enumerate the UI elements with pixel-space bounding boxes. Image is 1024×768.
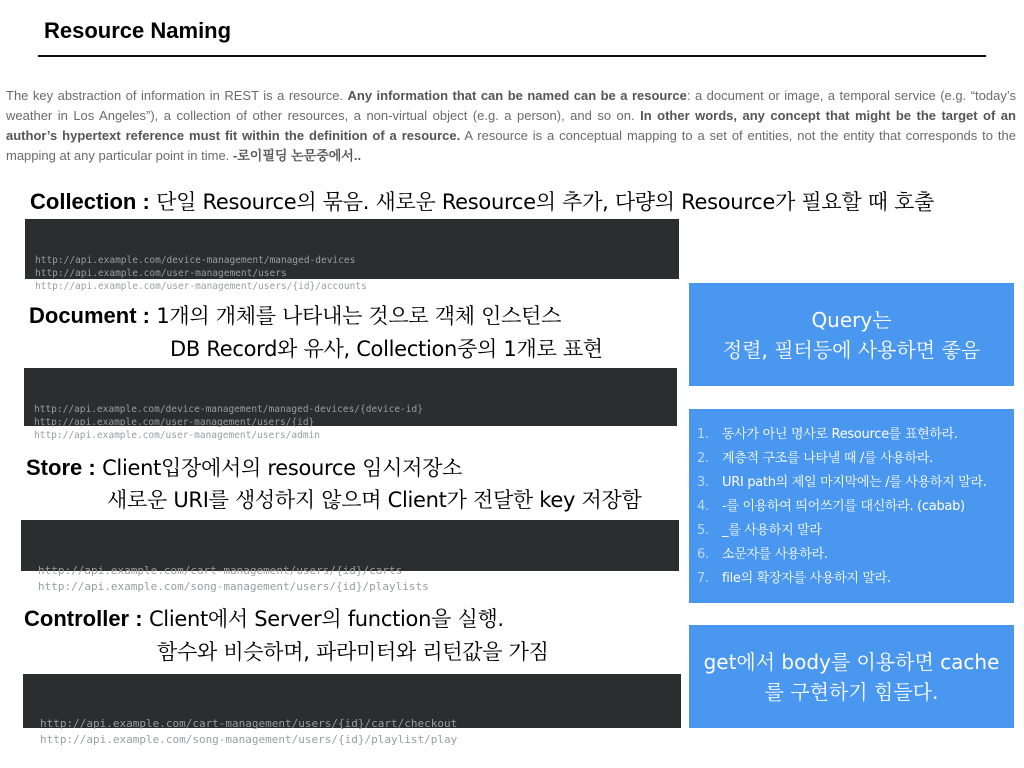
document-code-block: [24, 368, 677, 441]
controller-name: Controller :: [24, 606, 143, 631]
collection-heading: [30, 186, 934, 216]
store-url-2: http://api.example.com/song-management/users/{id}/playlists: [38, 580, 429, 593]
intro-bold-2: In other words, any concept that might be the target of an author’s hypertext reference must fit within the definition of a resource.: [6, 108, 1016, 143]
document-url-2: http://api.example.com/user-management/users/{id}: [34, 417, 315, 428]
cache-callout-line-2: 를 구현하기 힘들다.: [764, 679, 939, 704]
controller-url-1: http://api.example.com/cart-management/users/{id}/cart/checkout: [40, 717, 458, 730]
rule-number: 1.: [697, 427, 709, 442]
store-name: Store :: [26, 455, 96, 480]
controller-url-2: http://api.example.com/song-management/users/{id}/playlist/play: [40, 733, 458, 746]
rule-text: 계층적 구조를 나타낼 때 /를 사용하라.: [722, 451, 933, 466]
intro-text-1: The key abstraction of information in REST is a resource.: [6, 88, 348, 103]
rule-text: _를 사용하지 말라: [722, 523, 822, 538]
rule-text: -를 이용하여 띄어쓰기를 대신하라. (cabab): [722, 499, 965, 514]
document-url-3: http://api.example.com/user-management/users/admin: [34, 430, 320, 441]
store-desc-2: 새로운 URI를 생성하지 않으며 Client가 전달한 key 저장함: [107, 488, 642, 512]
intro-bold-1: Any information that can be named can be a resource: [347, 88, 687, 103]
document-heading: [29, 300, 561, 330]
intro-bold-3: -로이필딩 논문중에서..: [232, 148, 362, 163]
rule-item: [697, 519, 1014, 543]
document-desc: 1개의 개체를 나타내는 것으로 객체 인스턴스: [150, 304, 562, 328]
rule-text: 소문자를 사용하라.: [722, 547, 828, 562]
rule-item: [697, 543, 1014, 567]
controller-heading: [24, 603, 504, 633]
cache-callout-line-1: get에서 body를 이용하면 cache: [703, 649, 1000, 674]
intro-paragraph: [6, 86, 1016, 166]
rule-number: 4.: [697, 499, 709, 514]
store-heading: [26, 452, 462, 482]
store-desc: Client입장에서의 resource 임시저장소: [95, 456, 463, 480]
rule-text: 동사가 아닌 명사로 Resource를 표현하라.: [722, 427, 958, 442]
rule-text: URI path의 제일 마지막에는 /를 사용하지 말라.: [722, 475, 987, 490]
collection-name: Collection :: [30, 189, 150, 214]
slide-title: Resource Naming: [44, 18, 232, 43]
rule-number: 7.: [697, 571, 709, 586]
rule-number: 6.: [697, 547, 709, 562]
cache-callout: [689, 625, 1014, 728]
rule-item: [697, 471, 1014, 495]
title-divider: [38, 55, 986, 57]
collection-url-3: http://api.example.com/user-management/users/{id}/accounts: [35, 281, 367, 292]
store-url-1: http://api.example.com/cart-management/users/{id}/carts: [38, 564, 403, 577]
collection-url-2: http://api.example.com/user-management/users: [35, 268, 287, 279]
rule-number: 2.: [697, 451, 709, 466]
rule-number: 5.: [697, 523, 709, 538]
naming-rules-list: [697, 423, 1014, 591]
intro-text-2: : a document or image, a temporal service (e.g. “today’s weather in Los Angeles”), a collection of other resources, a non-virtual object (e.g. a person), and so on.: [6, 88, 1016, 123]
query-callout-line-1: Query는: [811, 307, 892, 332]
controller-desc-2: 함수와 비슷하며, 파라미터와 리턴값을 가짐: [157, 640, 549, 664]
collection-url-1: http://api.example.com/device-management/managed-devices: [35, 255, 356, 266]
collection-code-block: [25, 219, 679, 292]
controller-desc: Client에서 Server의 function을 실행.: [142, 607, 504, 631]
rule-item: [697, 423, 1014, 447]
document-url-1: http://api.example.com/device-management/managed-devices/{device-id}: [34, 404, 423, 415]
rule-item: [697, 447, 1014, 471]
store-code-block: [21, 520, 679, 593]
controller-code-block: [23, 674, 681, 746]
rule-item: [697, 567, 1014, 591]
collection-desc: 단일 Resource의 묶음. 새로운 Resource의 추가, 다량의 Resource가 필요할 때 호출: [149, 190, 935, 214]
naming-rules-box: [689, 409, 1014, 603]
rule-text: file의 확장자를 사용하지 말라.: [722, 571, 891, 586]
document-desc-2: DB Record와 유사, Collection중의 1개로 표현: [170, 337, 603, 361]
rule-item: [697, 495, 1014, 519]
rule-number: 3.: [697, 475, 709, 490]
query-callout: [689, 283, 1014, 386]
document-name: Document :: [29, 303, 150, 328]
query-callout-line-2: 정렬, 필터등에 사용하면 좋음: [722, 337, 981, 362]
intro-text-3: A resource is a conceptual mapping to a set of entities, not the entity that corresponds to the mapping at any particular point in time.: [6, 128, 1016, 163]
